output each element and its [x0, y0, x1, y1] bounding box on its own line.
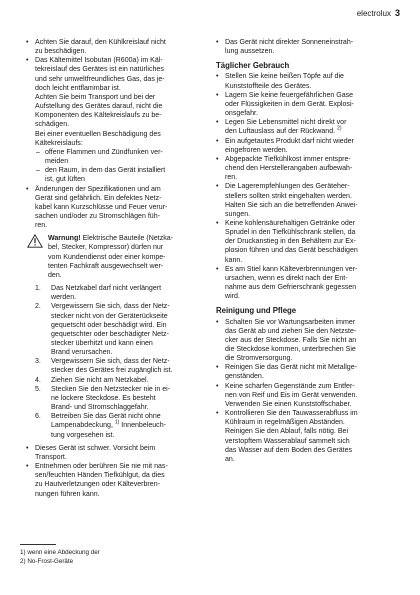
text-line: ren. [35, 222, 48, 230]
text-line: • Lagern Sie keine feuergefährlichen Gase [225, 91, 354, 99]
text-line: zu beschädigen. [35, 48, 87, 56]
warning-triangle-icon [27, 234, 43, 248]
text-line: • Reinigen Sie das Gerät nicht mit Metallge- [225, 364, 357, 372]
warning-box [26, 234, 214, 280]
text-line: • Es am Stiel kann Kälteverbrennungen ver- [225, 265, 358, 273]
text-line: Kunststoffteile des Gerätes. [225, 82, 312, 90]
page-header [357, 8, 400, 18]
bullet-frozen-food-storage [216, 155, 396, 182]
text-line: chend den Herstellerangaben aufbewah- [225, 165, 353, 173]
bullet-drain-check [216, 409, 396, 464]
text-line: Gerät sind gefährlich. Ein defektes Netz- [35, 194, 162, 202]
footnote-ref-1: 1) [114, 420, 120, 427]
bullet-no-metal [216, 363, 396, 381]
text-line: cker aus der Steckdose. Falls Sie nicht an [225, 336, 357, 344]
step-1: 1. Das Netzkabel darf nicht verlängert werden. [26, 284, 214, 302]
page-number: 3 [394, 8, 400, 18]
step-5: 5. Stecken Sie den Netzstecker nie in ei- ne lockere Steckdose. Es besteht Brand- und Stromschlaggefahr. [26, 385, 214, 412]
bullet-refreezing [216, 137, 396, 155]
text-line: kann. [225, 256, 243, 264]
text-line: Sprudel in den Tiefkühlschrank stellen, da [225, 229, 356, 237]
text-line: Aufstellung des Gerätes darauf, nicht die [35, 103, 163, 111]
bullet-no-sharp-objects [216, 382, 396, 409]
numbered-steps [26, 284, 214, 440]
text-line: kabel kann Kurzschlüsse und Feuer verur- [35, 203, 168, 211]
footnote-ref-2: 2) [337, 126, 342, 133]
text-line: das Wasser auf dem Boden des Gerätes [225, 446, 353, 454]
text-line: • Kontrollieren Sie den Tauwasserabfluss im [225, 410, 358, 418]
text-line: zu Hautverletzungen oder Kälteverbren- [35, 481, 160, 489]
text-line: meiden [45, 158, 69, 166]
text-line: Brand- und Stromschlaggefahr. [51, 404, 149, 412]
left-column [26, 38, 214, 499]
warning-line-5: den. [48, 271, 62, 279]
dash-avoid-flames [35, 148, 214, 166]
text-line: verstopftem Wasserablauf sammelt sich [225, 437, 350, 445]
text-line: doch leicht entflammbar ist. [35, 84, 121, 92]
text-line: Vergewissern Sie sich, dass der Netz- [51, 358, 170, 366]
bullet-refrigerant [26, 56, 214, 184]
footnotes [20, 548, 100, 566]
bullet-specification-changes [26, 185, 214, 231]
brand-name: electrolux [356, 9, 391, 18]
text-line: Bei einer eventuellen Beschädigung des [35, 130, 161, 138]
text-line: ist, gut lüften [45, 176, 85, 184]
text-line: oder Flüssigkeiten in dem Gerät. Explosi- [225, 100, 354, 108]
text-line: das Gerät ab und ziehen Sie den Netzste- [225, 327, 357, 335]
bullet-cooling-circuit [26, 38, 214, 56]
text-line: • Achten Sie darauf, den Kühlkreislauf nicht [35, 39, 166, 46]
text-line: • Keine scharfen Gegenstände zum Entfer- [225, 382, 355, 390]
bullet-storage-recommendations [216, 182, 396, 219]
right-column [216, 38, 396, 464]
text-line: genständen. [225, 373, 264, 381]
step-4: 4. Ziehen Sie nicht am Netzkabel. [26, 376, 214, 385]
text-line: plosion führen und das Gerät beschädigen [225, 247, 358, 255]
bullet-ice-lolly [216, 265, 396, 302]
text-line: • Das Kältemittel Isobutan (R600a) im Käl- [35, 57, 163, 65]
bullet-carbonated-drinks [216, 219, 396, 265]
step-3: 3. Vergewissern Sie sich, dass der Netz- stecker des Gerätes frei zugänglich ist. [26, 357, 214, 375]
text-line: ne lockere Steckdose. Es besteht [51, 394, 156, 402]
text-line: Transport. [35, 453, 67, 461]
bullet-unplug [216, 318, 396, 364]
text-line: Ziehen Sie nicht am Netzkabel. [51, 376, 149, 384]
warning-line-3: vom Kundendienst oder einer kompe- [48, 253, 166, 261]
text-line: • Schalten Sie vor Wartungsarbeiten immer [225, 318, 356, 326]
text-line: • Dieses Gerät ist schwer. Vorsicht beim [35, 444, 156, 452]
warning-line-1: Elektrische Bauteile (Netzka- [80, 235, 174, 243]
text-line: Kühlraum in regelmäßigen Abständen. [225, 419, 345, 427]
text-line: wird. [225, 293, 240, 301]
text-line: – offene Flammen und Zündfunken ver- [45, 148, 163, 156]
bullet-sunlight [216, 38, 396, 56]
bullet-wet-hands [26, 462, 214, 499]
text-line: stecker überhitzt und kann einen [51, 340, 153, 347]
footnote-1: 1) wenn eine Abdeckung der [20, 549, 100, 556]
text-line: nen von Reif und Eis im Gerät verwenden. [225, 391, 358, 399]
text-line: • Die Lagerempfehlungen des Geräteher- [225, 183, 350, 191]
text-line: • Ein aufgetautes Produkt darf nicht wieder [225, 137, 354, 145]
text-line: an. [225, 455, 235, 463]
text-line: lung aussetzen. [225, 48, 275, 56]
text-line: nungen führen kann. [35, 490, 100, 498]
bullet-air-outlet: • Legen Sie Lebensmittel nicht direkt vor den Luftauslass auf der Rückwand. $^{2)}$ [216, 118, 396, 136]
step-6: 6. Betreiben Sie das Gerät nicht ohne Lampenabdeckung, $^{1)}$ Innenbeleuch- tung vorgesehen ist. [26, 412, 214, 439]
text-line: – den Raum, in dem das Gerät installiert [45, 167, 166, 175]
text-line: • Keine kohlensäurehaltigen Getränke oder [225, 219, 356, 227]
text-line: die Stromversorgung. [225, 355, 293, 363]
text-line: Komponenten des Kältekreislaufs zu be- [35, 112, 162, 120]
dash-ventilate-room [35, 166, 214, 184]
text-line: werden. [51, 294, 77, 302]
heading-daily-use: Täglicher Gebrauch [216, 61, 290, 71]
text-line: Kältekreislaufs: [35, 139, 83, 147]
bullet-hot-pots [216, 72, 396, 90]
bullet-flammable-gases [216, 91, 396, 118]
text-line: sachen und/oder zu Stromschlägen füh- [35, 212, 160, 220]
text-line: und sehr umweltfreundliches Gas, das je- [35, 75, 165, 83]
text-line: ursachen, wenn es direkt nach der Ent- [225, 274, 348, 282]
text-line: • Stellen Sie keine heißen Töpfe auf die [225, 73, 344, 81]
text-line: ren. [225, 174, 238, 182]
text-line: eingefroren werden. [225, 146, 288, 154]
text-line: onsgefahr. [225, 110, 258, 118]
step-2: 2. Vergewissern Sie sich, dass der Netz- stecker nicht von der Geräterückseite gequetscht oder beschädigt wird. Ein gequetschter oder beschädigter Netz- stecker überhitzt und kann einen Brand verursachen. [26, 302, 214, 357]
text-line: Verwenden Sie einen Kunststoffschaber. [225, 400, 352, 408]
text-line: der Druckanstieg in den Behältern zur Ex- [225, 238, 356, 246]
text-line: • Entnehmen oder berühren Sie nie mit nas- [35, 463, 168, 471]
heading-cleaning-care: Reinigung und Pflege [216, 306, 297, 316]
footnote-divider [20, 544, 56, 545]
warning-line-4: tenten Fachkraft ausgewechselt wer- [48, 262, 164, 270]
text-line: stellers sollten strikt eingehalten werden. [225, 192, 352, 200]
text-line: stecker nicht von der Geräterückseite [51, 312, 168, 320]
text-line: die Steckdose kommen, unterbrechen Sie [225, 346, 356, 353]
text-line: tekreislauf des Gerätes ist ein natürliches [35, 66, 164, 74]
text-line: Betreiben Sie das Gerät nicht ohne [51, 413, 161, 421]
text-line: Reinigen Sie den Ablauf, falls nötig. Bei [225, 428, 349, 436]
footnote-2: 2) No-Frost-Geräte [20, 558, 74, 565]
text-line: Das Netzkabel darf nicht verlängert [51, 285, 162, 293]
text-line: Stecken Sie den Netzstecker nie in ei- [51, 385, 171, 393]
warning-label: Warnung! [48, 235, 81, 243]
text-line: gequetscht oder beschädigt wird. Ein [51, 321, 167, 329]
text-line: stecker des Gerätes frei zugänglich ist. [51, 367, 173, 375]
text-line: Halten Sie sich an die betreffenden Anwei- [225, 201, 358, 209]
text-line: Brand verursachen. [51, 349, 113, 357]
text-line: Achten Sie beim Transport und bei der [35, 93, 156, 101]
text-line: sen/feuchten Händen Tiefkühlgut, da dies [35, 472, 165, 480]
text-line: sungen. [225, 210, 251, 218]
text-line: • Abgepackte Tiefkühlkost immer entspre- [225, 155, 351, 163]
warning-line-2: bel, Stecker, Kompressor) dürfen nur [48, 244, 164, 252]
text-line: • Änderungen der Spezifikationen und am [35, 185, 161, 193]
text-line: gequetschter oder beschädigter Netz- [51, 330, 169, 338]
text-line: • Das Gerät nicht direkter Sonneneinstrah- [225, 39, 354, 46]
text-line: Vergewissern Sie sich, dass der Netz- [51, 303, 170, 311]
bullet-heavy-appliance [26, 444, 214, 462]
text-line: schädigen. [35, 121, 70, 129]
text-line: nahme aus dem Gefrierschrank gegessen [225, 284, 357, 292]
